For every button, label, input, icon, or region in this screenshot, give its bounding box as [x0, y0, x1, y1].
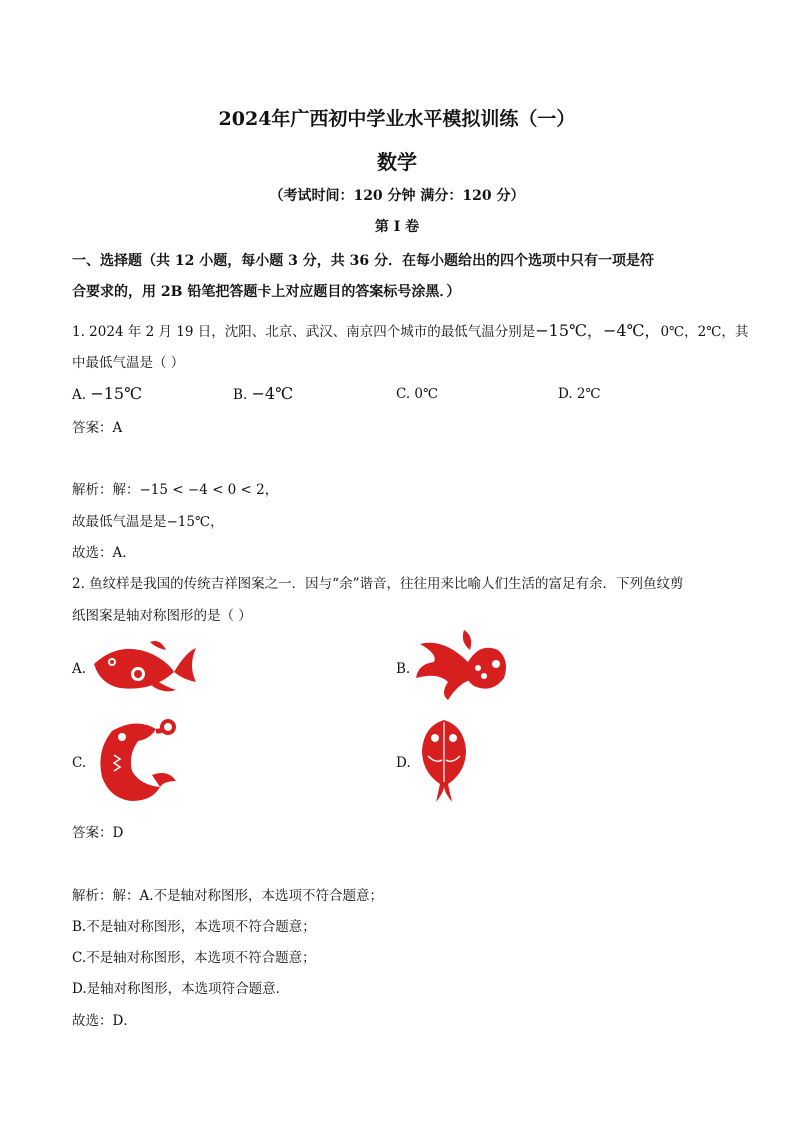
- q1-stem-prefix: 1. 2024 年 2 月 19 日，沈阳、北京、武汉、南京四个城市的最低气温分别是: [72, 324, 536, 340]
- q2-option-b-goldfish-papercut: [414, 628, 512, 704]
- q1-stem-line1: [72, 318, 748, 341]
- q1-stem-line2: 中最低气温是（ ）: [72, 355, 185, 371]
- exam-info: （考试时间：120 分钟 满分：120 分）: [269, 188, 525, 204]
- q2-option-d-label: D.: [396, 755, 411, 771]
- section-heading-line1: 一、选择题（共 12 小题，每小题 3 分，共 36 分．在每小题给出的四个选项中只有一项是符: [72, 253, 654, 269]
- q2-option-c-label: C.: [72, 755, 87, 771]
- volume-label: 第 Ⅰ 卷: [374, 219, 420, 235]
- section-heading-line2: 合要求的，用 2B 铅笔把答题卡上对应题目的答案标号涂黑．）: [72, 284, 461, 300]
- q2-analysis-line4: D.是轴对称图形，本选项符合题意．: [72, 981, 290, 997]
- q1-analysis-line1: 解析：解：−15 < −4 < 0 < 2，: [72, 482, 279, 498]
- q2-option-a-fish-papercut: [90, 636, 198, 698]
- q1-analysis-line2: 故最低气温是是−15℃，: [72, 514, 224, 530]
- subject-title: 数学: [377, 150, 417, 174]
- q1-stem-suffix: 0℃，2℃，其: [660, 324, 749, 340]
- q1-option-a: [72, 384, 142, 403]
- q1-answer: 答案：A: [72, 420, 123, 436]
- exam-title: 2024年广西初中学业水平模拟训练（一）: [218, 108, 576, 130]
- q2-option-d-twin-fish-papercut: [416, 716, 472, 806]
- q2-option-a-label: A.: [72, 661, 87, 677]
- q1-option-d: D. 2℃: [558, 386, 601, 402]
- q1-temp-1: −15℃，: [535, 321, 603, 340]
- q1-option-b: [233, 384, 293, 403]
- q2-option-b-label: B.: [396, 661, 411, 677]
- q2-analysis-line5: 故选：D．: [72, 1013, 137, 1029]
- q2-analysis-line2: B.不是轴对称图形，本选项不符合题意；: [72, 919, 316, 935]
- q2-analysis-line1: 解析：解：A.不是轴对称图形，本选项不符合题意；: [72, 888, 384, 904]
- q1-option-b-label: B.: [233, 387, 248, 403]
- q2-stem-line2: 纸图案是轴对称图形的是（ ）: [72, 608, 252, 624]
- q1-temp-2: −4℃，: [602, 321, 661, 340]
- q2-option-c-carp-papercut: [92, 715, 180, 805]
- q1-option-a-label: A.: [72, 387, 87, 403]
- q1-option-a-value: −15℃: [90, 384, 143, 403]
- q1-analysis-line3: 故选：A．: [72, 545, 136, 561]
- q1-option-c: C. 0℃: [396, 386, 439, 402]
- q1-option-b-value: −4℃: [251, 384, 293, 403]
- q2-answer: 答案：D: [72, 825, 124, 841]
- q2-stem-line1: 2. 鱼纹样是我国的传统吉祥图案之一．因与“余”谐音，往往用来比喻人们生活的富足有余．下列鱼纹剪: [72, 576, 684, 592]
- q2-analysis-line3: C.不是轴对称图形，本选项不符合题意；: [72, 950, 316, 966]
